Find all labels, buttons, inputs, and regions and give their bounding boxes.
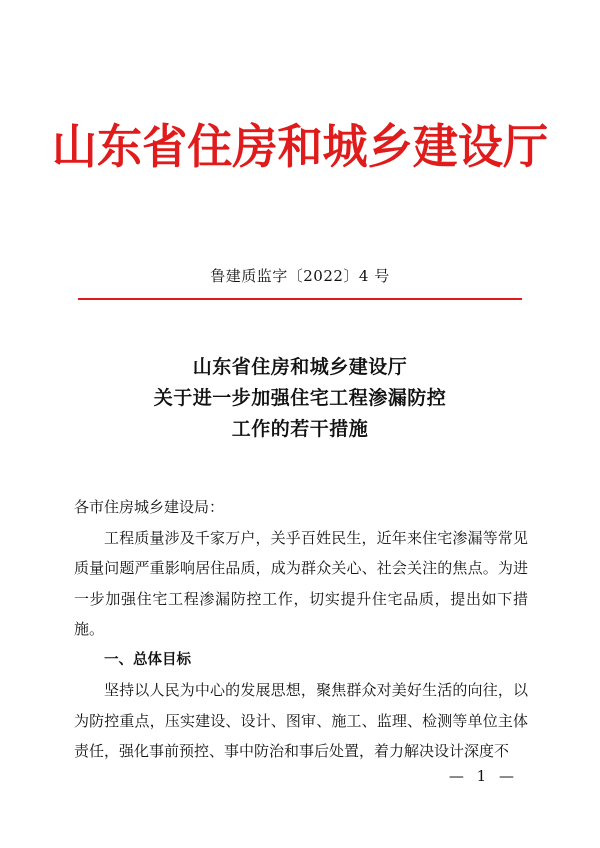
- issuing-authority-masthead: 山东省住房和城乡建设厅: [51, 120, 549, 175]
- intro-paragraph: 工程质量涉及千家万户，关乎百姓民生，近年来住宅渗漏等常见质量问题严重影响居住品质，成为群众关心、社会关注的焦点。为进一步加强住宅工程渗漏防控工作，切实提升住宅品质，提出如下措施。: [74, 528, 528, 638]
- salutation: 各市住房城乡建设局：: [74, 498, 225, 516]
- section-heading: 一、总体目标: [104, 651, 191, 668]
- title-line-3: 工作的若干措施: [231, 418, 369, 440]
- title-line-2: 关于进一步加强住宅工程渗漏防控: [153, 387, 447, 409]
- section-paragraph: 坚持以人民为中心的发展思想，聚焦群众对美好生活的向往，以为防控重点，压实建设、设计、图审、施工、监理、检测等单位主体责任，强化事前预控、事中防治和事后处置，着力解决设计深度不: [74, 681, 528, 760]
- red-separator-line: [78, 298, 522, 300]
- title-line-1: 山东省住房和城乡建设厅: [192, 356, 408, 378]
- document-title: [0, 352, 600, 445]
- page-number: — 1 —: [448, 767, 518, 785]
- document-number: 鲁建质监字〔2022〕4 号: [210, 267, 390, 285]
- document-body: [74, 492, 528, 767]
